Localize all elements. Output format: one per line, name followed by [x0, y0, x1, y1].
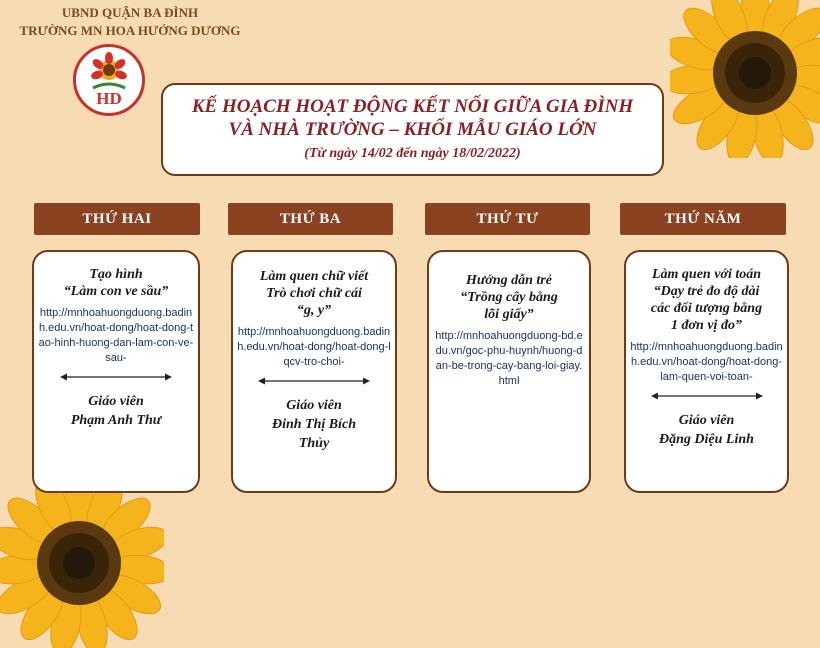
teacher-name: Phạm Anh Thư [70, 413, 162, 428]
activity-title-line: “Trồng cây bằng [460, 290, 558, 305]
day-header-thursday: THỨ NĂM [620, 203, 786, 235]
teacher-label: Giáo viên [88, 394, 144, 409]
activity-link[interactable]: http://mnhoahuongduong-bd.edu.vn/goc-phu-huynh/huong-dan-be-trong-cay-bang-loi-giay.html [435, 330, 583, 387]
school-logo [73, 44, 145, 116]
activity-title-line: Hướng dẫn trẻ [466, 273, 552, 288]
activity-title-line: 1 đơn vị đo” [671, 318, 742, 333]
activity-title-line: Làm quen với toán [651, 267, 762, 282]
school-name: TRƯỜNG MN HOA HƯỚNG DƯƠNG [19, 23, 241, 38]
district-name: UBND QUẬN BA ĐÌNH [61, 5, 199, 20]
teacher-label: Giáo viên [678, 413, 735, 428]
activity-link[interactable]: http://mnhoahuongduong.badinh.edu.vn/hoat-dong/hoat-dong-lam-quen-voi-toan- [630, 341, 783, 383]
activity-title-line: lõi giấy” [484, 307, 534, 322]
activity-card-thursday [624, 250, 789, 493]
double-arrow-divider-icon [60, 373, 172, 381]
activity-link[interactable]: http://mnhoahuongduong.badinh.edu.vn/hoat-dong/hoat-dong-tao-hinh-huong-dan-lam-con-ve-sau- [38, 307, 194, 364]
activity-title-line: “Dạy trẻ đo độ dài [653, 284, 760, 299]
plan-title-box [161, 83, 664, 176]
activity-title-line: Tạo hình [89, 267, 143, 282]
sunflower-bottom-left-icon [0, 478, 164, 648]
double-arrow-divider-icon [258, 377, 370, 385]
activity-title-line: các đối tượng bằng [650, 301, 763, 316]
svg-text:HD: HD [96, 89, 122, 108]
plan-title-line2: VÀ NHÀ TRƯỜNG – KHỐI MẪU GIÁO LỚN [228, 119, 597, 140]
activity-title-line: “Làm con ve sầu” [63, 284, 169, 299]
teacher-name: Đặng Diệu Linh [659, 432, 754, 447]
day-header-monday: THỨ HAI [34, 203, 200, 235]
activity-card-wednesday [427, 250, 591, 493]
activity-title-line: Làm quen chữ viết [259, 269, 369, 284]
activity-card-tuesday [231, 250, 397, 493]
school-header [0, 4, 260, 40]
plan-title-line1: KẾ HOẠCH HOẠT ĐỘNG KẾT NỐI GIỮA GIA ĐÌNH [191, 96, 634, 117]
double-arrow-divider-icon [651, 392, 763, 400]
activity-card-monday [32, 250, 200, 493]
activity-link[interactable]: http://mnhoahuongduong.badinh.edu.vn/hoat-dong/hoat-dong-lqcv-tro-choi- [237, 326, 391, 368]
logo-icon [79, 50, 139, 110]
activity-title-line: “g, y” [296, 303, 332, 318]
teacher-label: Giáo viên [286, 398, 342, 413]
plan-date-range: (Từ ngày 14/02 đến ngày 18/02/2022) [304, 146, 521, 161]
teacher-name: Đinh Thị Bích Thủy [271, 417, 357, 451]
day-header-tuesday: THỨ BA [228, 203, 393, 235]
sunflower-top-right-icon [670, 0, 820, 158]
activity-title-line: Trò chơi chữ cái [266, 286, 362, 301]
day-header-wednesday: THỨ TƯ [425, 203, 590, 235]
